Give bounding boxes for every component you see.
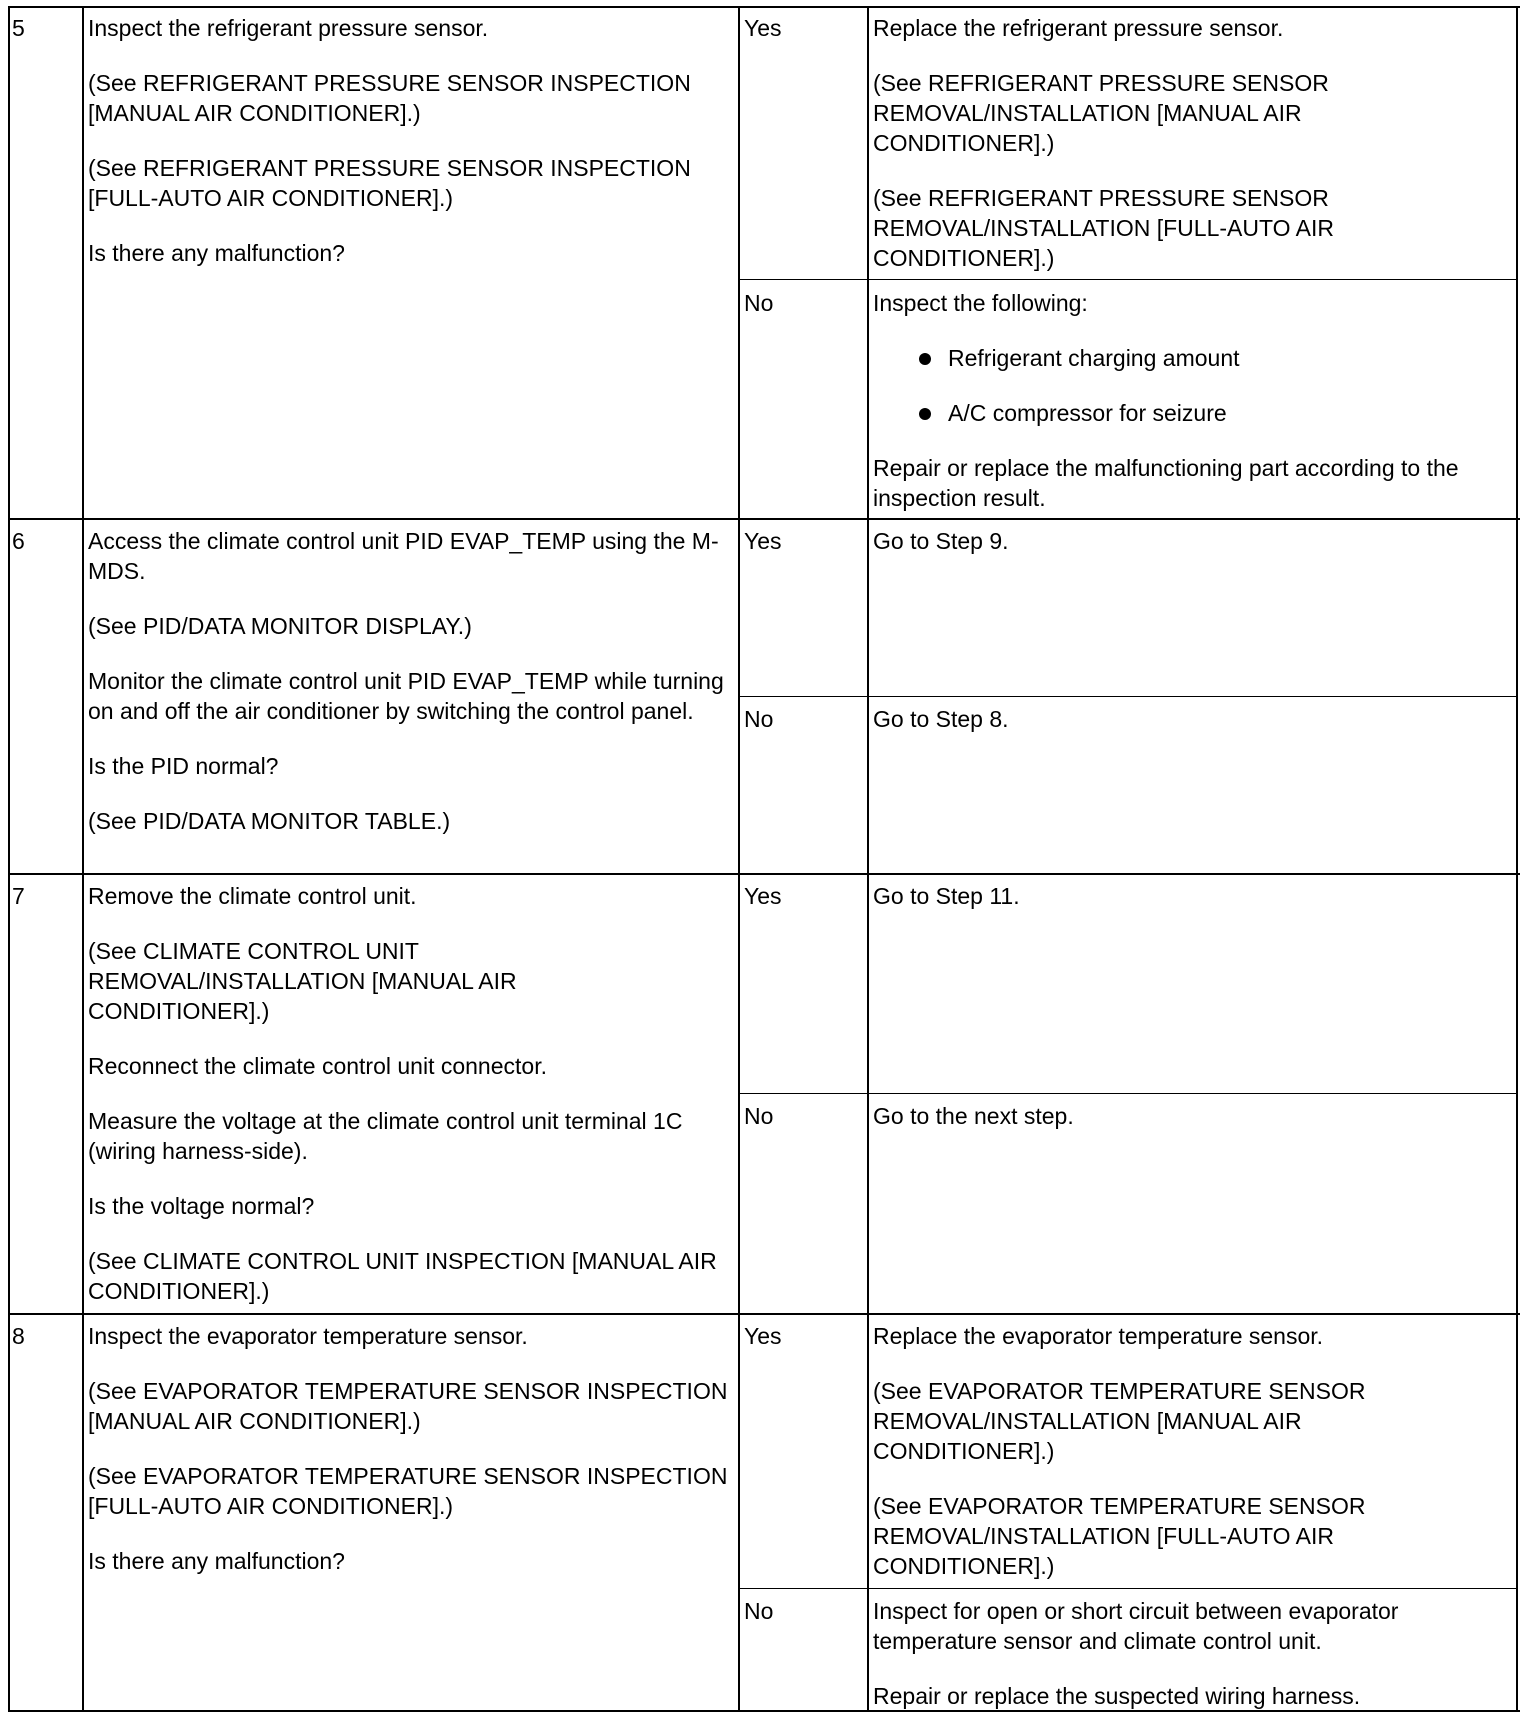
column-divider [738,6,740,1712]
action-text: Access the climate control unit PID EVAP_TEMP using the M-MDS. [88,528,719,584]
step-number: 7 [12,883,25,909]
action-text: (See PID/DATA MONITOR TABLE.) [88,808,451,834]
result-text: (See EVAPORATOR TEMPERATURE SENSOR REMOVAL/INSTALLATION [MANUAL AIR CONDITIONER].) [873,1378,1366,1464]
inspection-list [873,343,1485,428]
no-label: No [744,1103,774,1129]
result-text: Repair or replace the suspected wiring harness. [873,1683,1361,1709]
action-text: (See CLIMATE CONTROL UNIT REMOVAL/INSTALLATION [MANUAL AIR CONDITIONER].) [88,938,517,1024]
yes-label: Yes [744,1323,782,1349]
result-text: Inspect for open or short circuit between evaporator temperature sensor and climate control unit. [873,1598,1399,1654]
action-text: (See CLIMATE CONTROL UNIT INSPECTION [MANUAL AIR CONDITIONER].) [88,1248,717,1304]
step-action [88,13,733,268]
list-item: Refrigerant charging amount [873,343,1485,373]
result-text: (See EVAPORATOR TEMPERATURE SENSOR REMOVAL/INSTALLATION [FULL-AUTO AIR CONDITIONER].) [873,1493,1366,1579]
yes-result [873,881,1485,911]
step-number: 5 [12,15,25,41]
no-result [873,288,1485,513]
table-border-top [8,6,1520,8]
action-text: Is the PID normal? [88,753,279,779]
yes-no-divider [738,1588,1516,1589]
no-result [873,1596,1485,1711]
no-label: No [744,706,774,732]
result-text: Go to Step 11. [873,883,1020,909]
result-text: (See REFRIGERANT PRESSURE SENSOR REMOVAL/INSTALLATION [MANUAL AIR CONDITIONER].) [873,70,1329,156]
action-text: Reconnect the climate control unit connector. [88,1053,547,1079]
yes-label: Yes [744,883,782,909]
yes-no-divider [738,1093,1516,1094]
result-text: Replace the evaporator temperature sensor. [873,1323,1324,1349]
yes-label: Yes [744,528,782,554]
result-text: Go to Step 8. [873,706,1009,732]
yes-result [873,13,1485,273]
step-number: 6 [12,528,25,554]
no-result [873,1101,1485,1131]
result-text: Replace the refrigerant pressure sensor. [873,15,1284,41]
step-action [88,1321,733,1576]
yes-label: Yes [744,15,782,41]
action-text: Is there any malfunction? [88,240,345,266]
column-divider [867,6,869,1712]
action-text: Is the voltage normal? [88,1193,315,1219]
yes-result [873,1321,1485,1581]
no-result [873,704,1485,734]
row-divider [8,518,1520,520]
result-text: Inspect the following: [873,290,1088,316]
action-text: Inspect the evaporator temperature sensor. [88,1323,528,1349]
action-text: (See REFRIGERANT PRESSURE SENSOR INSPECTION [FULL-AUTO AIR CONDITIONER].) [88,155,691,211]
action-text: (See PID/DATA MONITOR DISPLAY.) [88,613,472,639]
result-text: Go to Step 9. [873,528,1009,554]
result-text: (See REFRIGERANT PRESSURE SENSOR REMOVAL/INSTALLATION [FULL-AUTO AIR CONDITIONER].) [873,185,1334,271]
table-border-left [8,6,10,1712]
action-text: Inspect the refrigerant pressure sensor. [88,15,489,41]
table-border-right [1516,6,1518,1712]
no-label: No [744,1598,774,1624]
row-divider [8,873,1520,875]
step-action [88,881,738,1306]
result-text: Repair or replace the malfunctioning part according to the inspection result. [873,455,1459,511]
result-text: Go to the next step. [873,1103,1074,1129]
step-number: 8 [12,1323,25,1349]
action-text: Remove the climate control unit. [88,883,417,909]
step-action [88,526,733,836]
action-text: Is there any malfunction? [88,1548,345,1574]
action-text: (See EVAPORATOR TEMPERATURE SENSOR INSPECTION [FULL-AUTO AIR CONDITIONER].) [88,1463,728,1519]
yes-no-divider [738,279,1516,280]
action-text: (See REFRIGERANT PRESSURE SENSOR INSPECTION [MANUAL AIR CONDITIONER].) [88,70,691,126]
action-text: Measure the voltage at the climate control unit terminal 1C (wiring harness-side). [88,1108,683,1164]
no-label: No [744,290,774,316]
yes-result [873,526,1485,556]
column-divider [82,6,84,1712]
action-text: Monitor the climate control unit PID EVAP_TEMP while turning on and off the air conditioner by switching the control panel. [88,668,724,724]
row-divider [8,1313,1520,1315]
yes-no-divider [738,696,1516,697]
action-text: (See EVAPORATOR TEMPERATURE SENSOR INSPECTION [MANUAL AIR CONDITIONER].) [88,1378,728,1434]
list-item: A/C compressor for seizure [873,398,1485,428]
